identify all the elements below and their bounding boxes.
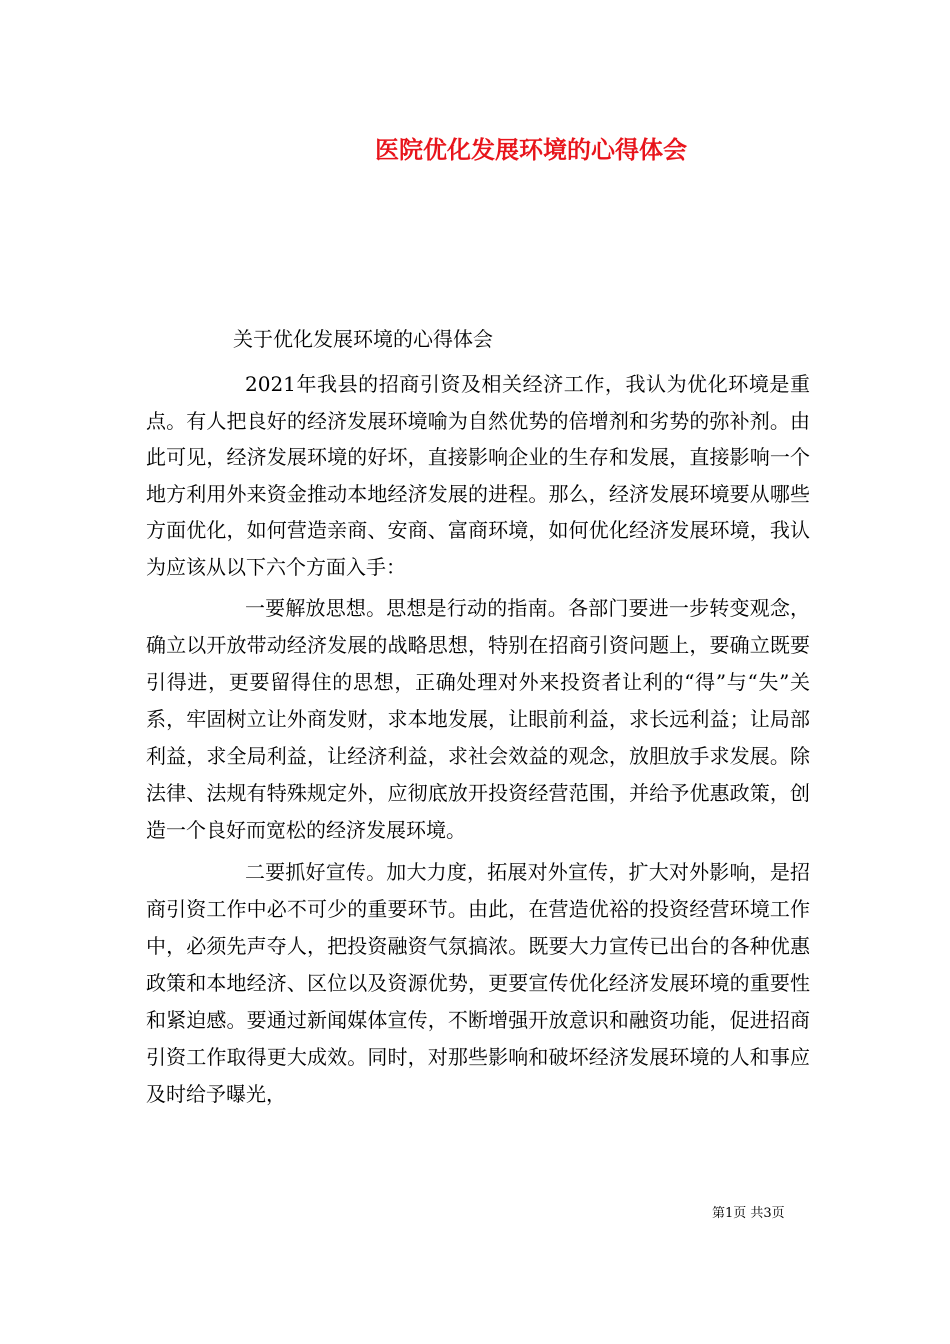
page-number: 第1页 共3页 bbox=[712, 1206, 785, 1221]
page-title: 医院优化发展环境的心得体会 bbox=[375, 135, 687, 164]
document-body bbox=[146, 366, 810, 1113]
paragraph-point-one: 一要解放思想。思想是行动的指南。各部门要进一步转变观念，确立以开放带动经济发展的战略思想，特别在招商引资问题上，要确立既要引得进，更要留得住的思想，正确处理对外来投资者让利的“得”与“失”关系，牢固树立让外商发财，求本地发展，让眼前利益，求长远利益；让局部利益，求全局利益，让经济利益，求社会效益的观念，放胆放手求发展。除法律、法规有特殊规定外，应彻底放开投资经营范围，并给予优惠政策，创造一个良好而宽松的经济发展环境。 bbox=[146, 596, 810, 842]
document-subtitle: 关于优化发展环境的心得体会 bbox=[233, 327, 493, 351]
paragraph-point-two: 二要抓好宣传。加大力度，拓展对外宣传，扩大对外影响，是招商引资工作中必不可少的重要环节。由此，在营造优裕的投资经营环境工作中，必须先声夺人，把投资融资气氛搞浓。既要大力宣传已出台的各种优惠政策和本地经济、区位以及资源优势，更要宣传优化经济发展环境的重要性和紧迫感。要通过新闻媒体宣传，不断增强开放意识和融资功能，促进招商引资工作取得更大成效。同时，对那些影响和破坏经济发展环境的人和事应及时给予曝光， bbox=[146, 860, 810, 1106]
paragraph-intro: 2021年我县的招商引资及相关经济工作，我认为优化环境是重点。有人把良好的经济发展环境喻为自然优势的倍增剂和劣势的弥补剂。由此可见，经济发展环境的好坏，直接影响企业的生存和发展，直接影响一个地方利用外来资金推动本地经济发展的进程。那么，经济发展环境要从哪些方面优化，如何营造亲商、安商、富商环境，如何优化经济发展环境，我认为应该从以下六个方面入手： bbox=[146, 372, 810, 579]
